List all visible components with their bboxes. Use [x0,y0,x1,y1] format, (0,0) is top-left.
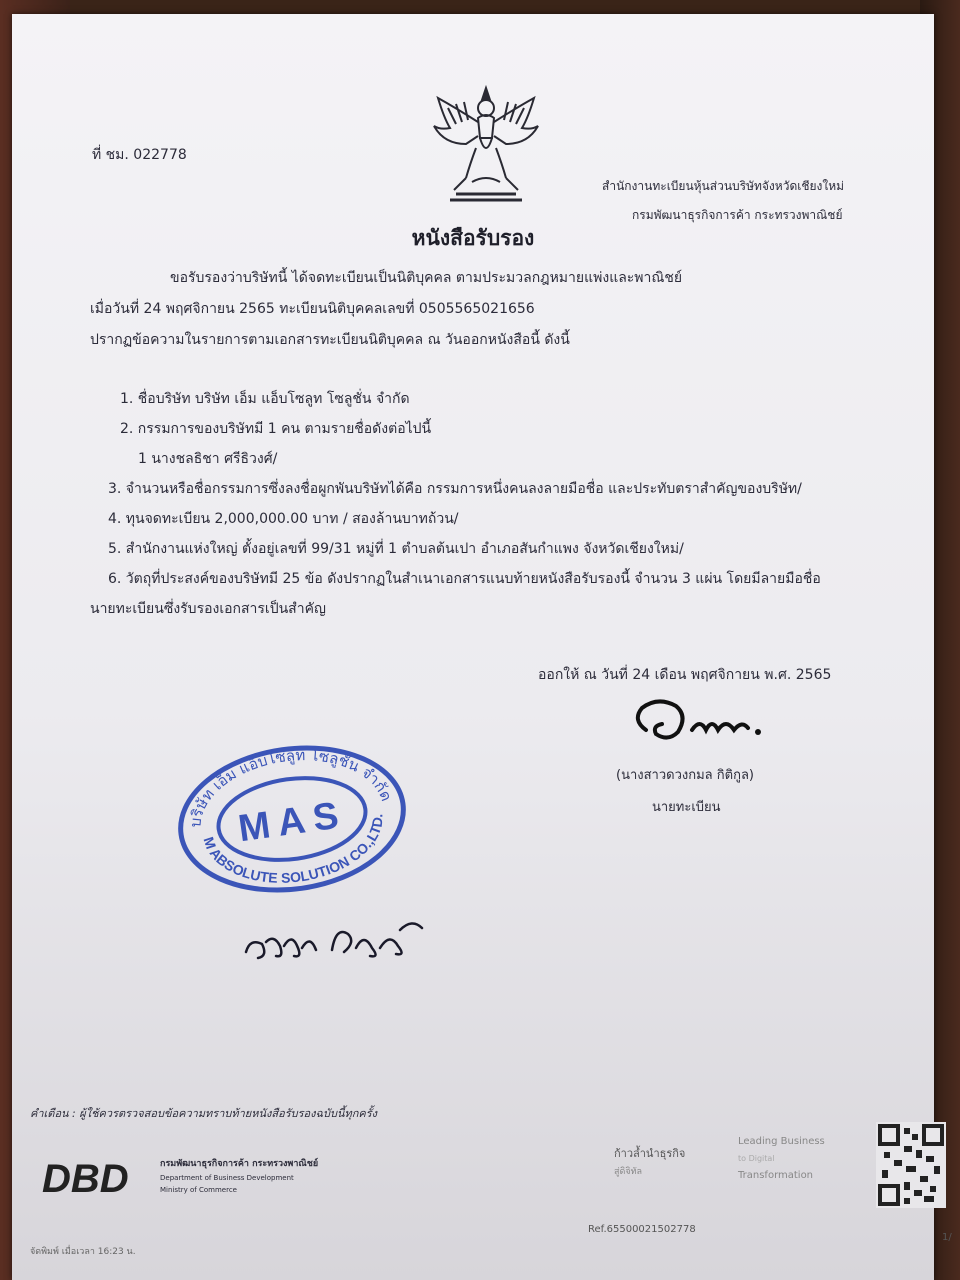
company-seal-stamp [172,744,412,894]
document-page [12,14,952,1280]
stamp-ring-en: M ABSOLUTE SOLUTION CO.,LTD. [200,813,386,886]
registrar-title: นายทะเบียน [652,800,721,815]
garuda-emblem-icon [426,78,546,206]
item-objectives-cont: นายทะเบียนซึ่งรับรองเอกสารเป็นสำคัญ [90,601,326,617]
slogan-en-3: Transformation [738,1170,814,1181]
stamp-center-text: MAS [235,793,350,851]
item-director-name: 1 นางชลธิชา ศรีธิวงศ์/ [138,451,278,467]
item-registered-capital: 4. ทุนจดทะเบียน 2,000,000.00 บาท / สองล้านบาทถ้วน/ [108,511,459,527]
item-company-name: 1. ชื่อบริษัท บริษัท เอ็ม แอ็บโซลูท โซลูชั่น จำกัด [120,391,410,407]
stamp-ring-thai: บริษัท เอ็ม แอ็บโซลูท โซลูชั่น จำกัด [186,746,396,829]
document-title: หนังสือรับรอง [411,226,535,250]
department-name: กรมพัฒนาธุรกิจการค้า กระทรวงพาณิชย์ [632,208,843,222]
item-authorized-signatory: 3. จำนวนหรือชื่อกรรมการซึ่งลงชื่อผูกพันบริษัทได้คือ กรรมการหนึ่งคนลงลายมือชื่อ และประทับตราสำคัญของบริษัท/ [108,481,802,497]
document-number: ที่ ชม. 022778 [92,147,187,163]
registrar-signature [622,690,782,750]
page-number: 1/ [942,1232,952,1243]
reference-number: Ref.65500021502778 [588,1224,696,1235]
slogan-thai: ก้าวล้ำนำธุรกิจ [614,1147,686,1160]
item-objectives: 6. วัตถุที่ประสงค์ของบริษัทมี 25 ข้อ ดังปรากฏในสำเนาเอกสารแนบท้ายหนังสือรับรองนี้ จำนวน 3 แผ่น โดยมีลายมือชื่อ [108,571,821,587]
director-signature [240,912,430,972]
item-head-office: 5. สำนักงานแห่งใหญ่ ตั้งอยู่เลขที่ 99/31 หมู่ที่ 1 ตำบลต้นเปา อำเภอสันกำแพง จังหวัดเชียงใหม่/ [108,541,684,557]
certify-line-2: เมื่อวันที่ 24 พฤศจิกายน 2565 ทะเบียนนิติบุคคลเลขที่ 0505565021656 [90,301,535,317]
office-name: สำนักงานทะเบียนหุ้นส่วนบริษัทจังหวัดเชียงใหม่ [602,179,845,193]
slogan-thai-2: สู่ดิจิทัล [614,1167,643,1177]
certify-line-3: ปรากฏข้อความในรายการตามเอกสารทะเบียนนิติบุคคล ณ วันออกหนังสือนี้ ดังนี้ [90,332,570,348]
dbd-english-name: Department of Business Development [160,1174,294,1182]
slogan-en-2: to Digital [738,1154,775,1163]
slogan-en-1: Leading Business [738,1136,825,1147]
issue-date: ออกให้ ณ วันที่ 24 เดือน พฤศจิกายน พ.ศ. 2565 [538,667,832,683]
item-directors: 2. กรรมการของบริษัทมี 1 คน ตามรายชื่อดังต่อไปนี้ [120,421,432,437]
dbd-thai-name: กรมพัฒนาธุรกิจการค้า กระทรวงพาณิชย์ [160,1159,319,1169]
print-time: จัดพิมพ์ เมื่อเวลา 16:23 น. [30,1247,136,1257]
qr-code-icon [876,1122,946,1208]
warning-notice: คำเตือน : ผู้ใช้ควรตรวจสอบข้อความทราบท้ายหนังสือรับรองฉบับนี้ทุกครั้ง [30,1107,378,1120]
registrar-name: (นางสาวดวงกมล กิติกูล) [616,768,754,783]
dbd-ministry: Ministry of Commerce [160,1186,237,1194]
dbd-logo [40,1154,150,1200]
svg-text:DBD: DBD [42,1157,129,1200]
certify-line-1: ขอรับรองว่าบริษัทนี้ ได้จดทะเบียนเป็นนิติบุคคล ตามประมวลกฎหมายแพ่งและพาณิชย์ [170,270,683,286]
